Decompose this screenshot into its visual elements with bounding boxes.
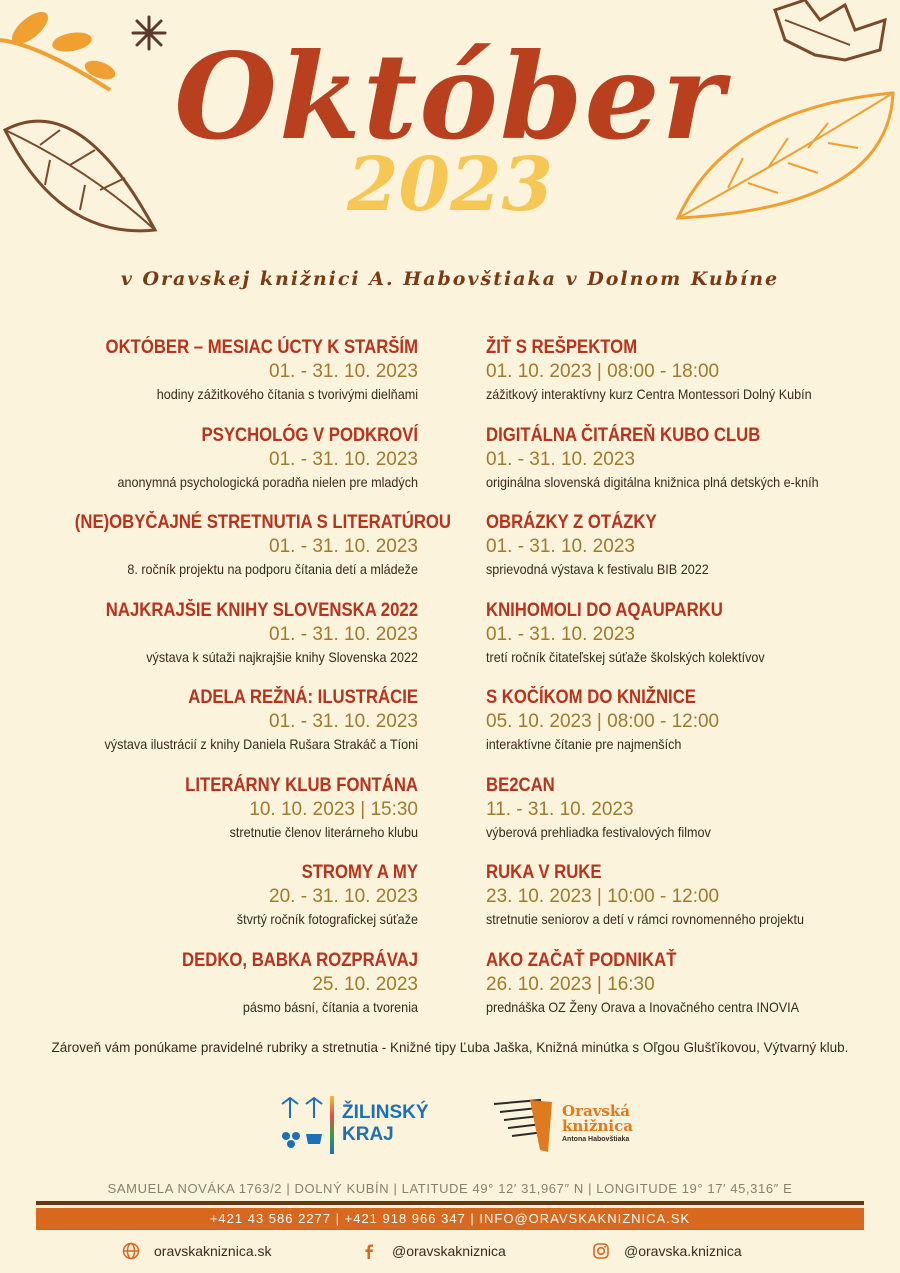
zilinsky-line2: KRAJ: [342, 1124, 394, 1145]
event-title: ADELA REŽNÁ: ILUSTRÁCIE: [188, 687, 418, 708]
event-description: výberová prehliadka festivalových filmov: [486, 823, 711, 840]
event-item: [486, 336, 886, 424]
event-date: 23. 10. 2023 | 10:00 - 12:00: [486, 886, 720, 907]
event-item: [28, 599, 418, 687]
event-title: NAJKRAJŠIE KNIHY SLOVENSKA 2022: [105, 599, 419, 621]
facebook-link[interactable]: [360, 1242, 506, 1260]
event-description: stretnutie členov literárneho klubu: [229, 823, 418, 840]
event-date: 10. 10. 2023 | 15:30: [249, 798, 418, 820]
event-item: [486, 686, 886, 774]
event-item: [28, 774, 418, 862]
event-description: stretnutie seniorov a detí v rámci rovnomenného projektu: [486, 911, 804, 927]
event-item: [486, 599, 886, 687]
event-description: interaktívne čítanie pre najmenších: [486, 736, 682, 752]
event-date: 01. - 31. 10. 2023: [269, 536, 418, 557]
event-item: [28, 336, 418, 424]
event-title: RUKA V RUKE: [486, 862, 602, 883]
event-description: tretí ročník čitateľskej súťaže školských kolektívov: [486, 648, 765, 665]
event-date: 01. - 31. 10. 2023: [269, 448, 418, 470]
event-item: [28, 511, 451, 599]
event-date: 01. 10. 2023 | 08:00 - 18:00: [486, 361, 720, 382]
website-link[interactable]: [122, 1242, 272, 1260]
address-line: SAMUELA NOVÁKA 1763/2 | DOLNÝ KUBÍN | LATITUDE 49° 12′ 31,967″ N | LONGITUDE 19° 17′ 45,316″ E: [107, 1181, 793, 1196]
zilinsky-line1: ŽILINSKÝ: [342, 1102, 429, 1123]
facebook-icon: [360, 1242, 378, 1260]
event-item: [28, 861, 418, 949]
event-title: OKTÓBER – MESIAC ÚCTY K STARŠÍM: [105, 337, 418, 358]
event-date: 01. - 31. 10. 2023: [269, 623, 418, 645]
event-item: [486, 424, 886, 512]
event-description: pásmo básní, čítania a tvorenia: [242, 998, 418, 1015]
event-title: BE2CAN: [486, 774, 555, 796]
event-date: 11. - 31. 10. 2023: [486, 798, 634, 820]
event-title: KNIHOMOLI DO AQAUPARKU: [486, 599, 723, 621]
contact-bar: +421 43 586 2277 | +421 918 966 347 | INFO@ORAVSKAKNIZNICA.SK: [36, 1208, 864, 1230]
event-title: PSYCHOLÓG V PODKROVÍ: [201, 424, 418, 446]
event-description: výstava k sútaži najkrajšie knihy Slovenska 2022: [146, 648, 418, 665]
event-description: zážitkový interaktívny kurz Centra Montessori Dolný Kubín: [486, 386, 812, 402]
regular-activities-note: Zároveň vám ponúkame pravidelné rubriky a stretnutia - Knižné tipy Ľuba Jaška, Knižná minútka s Oľgou Glušťíkovou, Výtvarný klub.: [51, 1040, 849, 1055]
library-line1: Oravská: [562, 1102, 630, 1120]
event-title: OBRÁZKY Z OTÁZKY: [486, 512, 657, 533]
event-date: 01. - 31. 10. 2023: [486, 536, 635, 557]
event-description: výstava ilustrácií z knihy Daniela Rušara Strakáč a Tíoni: [104, 736, 418, 752]
event-date: 05. 10. 2023 | 08:00 - 12:00: [486, 711, 720, 732]
oravska-kniznica-logo: [490, 1096, 633, 1161]
instagram-icon: [592, 1242, 610, 1260]
event-date: 01. - 31. 10. 2023: [269, 711, 418, 732]
event-description: prednáška OZ Ženy Orava a Inovačného centra INOVIA: [486, 998, 800, 1015]
event-date: 01. - 31. 10. 2023: [486, 448, 635, 470]
event-description: originálna slovenská digitálna knižnica plná detských e-kníh: [486, 473, 819, 490]
website-text: oravskakniznica.sk: [154, 1243, 272, 1259]
instagram-link[interactable]: [592, 1242, 742, 1260]
event-date: 20. - 31. 10. 2023: [269, 886, 418, 907]
facebook-text: @oravskakniznica: [392, 1243, 506, 1259]
event-description: 8. ročník projektu na podporu čítania detí a mládeže: [127, 561, 418, 577]
page-year: 2023: [347, 142, 553, 228]
event-item: [486, 861, 886, 949]
events-left-column: [28, 336, 451, 1036]
event-title: DEDKO, BABKA ROZPRÁVAJ: [182, 949, 418, 971]
footer-rule: [36, 1201, 864, 1205]
event-title: STROMY A MY: [301, 862, 418, 883]
event-title: ŽIŤ S REŠPEKTOM: [486, 337, 638, 358]
event-title: S KOČÍKOM DO KNIŽNICE: [486, 687, 696, 708]
event-date: 26. 10. 2023 | 16:30: [486, 973, 655, 995]
event-description: hodiny zážitkového čítania s tvorivými dielňami: [156, 386, 418, 402]
page-subtitle: v Oravskej knižnici A. Habovštiaka v Dolnom Kubíne: [120, 268, 780, 290]
event-item: [486, 511, 886, 599]
event-description: sprievodná výstava k festivalu BIB 2022: [486, 561, 709, 577]
event-title: DIGITÁLNA ČITÁREŇ KUBO CLUB: [486, 424, 761, 446]
event-item: [486, 949, 886, 1037]
event-title: (NE)OBYČAJNÉ STRETNUTIA S LITERATÚROU: [74, 512, 451, 533]
event-item: [28, 424, 418, 512]
zilinsky-kraj-emblem-icon: [276, 1096, 334, 1154]
event-item: [486, 774, 886, 862]
page-title: Október: [174, 27, 726, 166]
library-line2: knižnica: [562, 1117, 633, 1135]
event-item: [28, 686, 418, 774]
library-line3: Antona Habovštiaka: [562, 1136, 630, 1143]
instagram-text: @oravska.kniznica: [624, 1243, 742, 1259]
event-item: [28, 949, 418, 1037]
event-title: AKO ZAČAŤ PODNIKAŤ: [486, 949, 677, 971]
event-title: LITERÁRNY KLUB FONTÁNA: [185, 774, 418, 796]
event-date: 01. - 31. 10. 2023: [269, 361, 418, 382]
book-logo-icon: [490, 1096, 558, 1156]
event-date: 01. - 31. 10. 2023: [486, 623, 635, 645]
event-description: anonymná psychologická poradňa nielen pre mladých: [117, 473, 418, 490]
zilinsky-kraj-logo: [276, 1096, 429, 1159]
globe-icon: [122, 1242, 140, 1260]
events-right-column: [486, 336, 886, 1036]
event-date: 25. 10. 2023: [312, 973, 418, 995]
event-description: štvrtý ročník fotografickej súťaže: [236, 911, 418, 927]
